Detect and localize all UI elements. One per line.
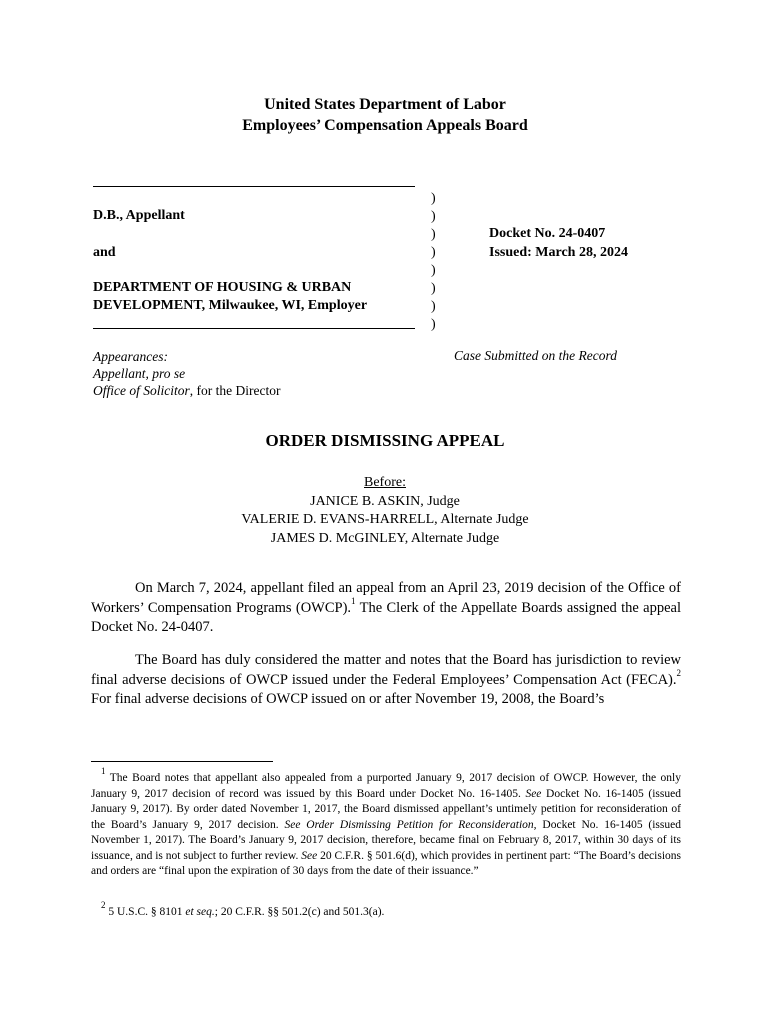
appearance-solicitor: Office of Solicitor, for the Director [93, 383, 281, 398]
caption-and: and [93, 245, 116, 260]
order-title: ORDER DISMISSING APPEAL [265, 431, 505, 450]
appearance-appellant: Appellant, pro se [93, 366, 186, 381]
body-paragraph-2: The Board has duly considered the matter and notes that the Board has jurisdiction to review final adverse decisions of OWCP issued under the Federal Employees’ Compensation Act (FECA).$^2$ For final adverse decisions of OWCP issued on or after November 19, 2008, the Board’s [91, 652, 681, 707]
agency-header [0, 94, 770, 136]
agency-name: United States Department of Labor [264, 96, 506, 113]
docket-number: Docket No. 24-0407 [489, 226, 606, 241]
employer-name-line2: DEVELOPMENT, Milwaukee, WI, Employer [93, 298, 368, 313]
appellant-name: D.B., Appellant [93, 208, 185, 223]
judge-1: JANICE B. ASKIN, Judge [310, 493, 460, 509]
employer-name-line1: DEPARTMENT OF HOUSING & URBAN [93, 280, 352, 295]
case-submitted-note: Case Submitted on the Record [454, 348, 617, 363]
docket-info [489, 224, 628, 262]
issued-date: Issued: March 28, 2024 [489, 245, 628, 260]
footnote-ref-1[interactable]: 1 [351, 595, 356, 606]
body-paragraph-1: On March 7, 2024, appellant filed an appeal from an April 23, 2019 decision of the Office of Workers’ Compensation Programs (OWCP).$^1$ The Clerk of the Appellate Boards assigned the appeal Docket No. 24-0407. [91, 580, 681, 635]
judge-2: VALERIE D. EVANS-HARRELL, Alternate Judge [241, 512, 529, 527]
appearances-label: Appearances: [93, 349, 168, 364]
judge-3: JAMES D. McGINLEY, Alternate Judge [270, 530, 500, 546]
caption-top-rule [93, 186, 415, 187]
footnote-1: $^1$ The Board notes that appellant also appealed from a purported January 9, 2017 decision of OWCP. However, the only January 9, 2017 decision of record was issued by this Board under Docket No. 16-1405. See Docket No. 16-1405 (issued January 9, 2017). By order dated November 1, 2017, the Board dismissed appellant’s untimely petition for reconsideration of the Board’s January 9, 2017 decision. See Order Dismissing Petition for Reconsideration, Docket No. 16-1405 (issued November 1, 2017). The Board’s January 9, 2017 decision, therefore, became final on February 8, 2017, within 30 days of its issuance, and is not subject to further review. See 20 C.F.R. § 501.6(d), which provides in pertinent part: “The Board’s decisions and orders are “final upon the expiration of 30 days from the date of their issuance.” [91, 766, 682, 877]
judges-panel [0, 474, 770, 548]
footnote-2: $^2$ 5 U.S.C. § 8101 et seq.; 20 C.F.R. §§ 501.2(c) and 501.3(a). [101, 900, 385, 918]
appearances-block [93, 348, 280, 399]
caption-parentheses: ) ) ) ) ) ) ) ) [431, 191, 436, 332]
caption-bottom-rule [93, 328, 415, 329]
footnote-ref-2[interactable]: 2 [676, 667, 681, 678]
board-name: Employees’ Compensation Appeals Board [242, 117, 528, 134]
before-label: Before: [364, 475, 406, 490]
footnote-separator [91, 761, 273, 762]
